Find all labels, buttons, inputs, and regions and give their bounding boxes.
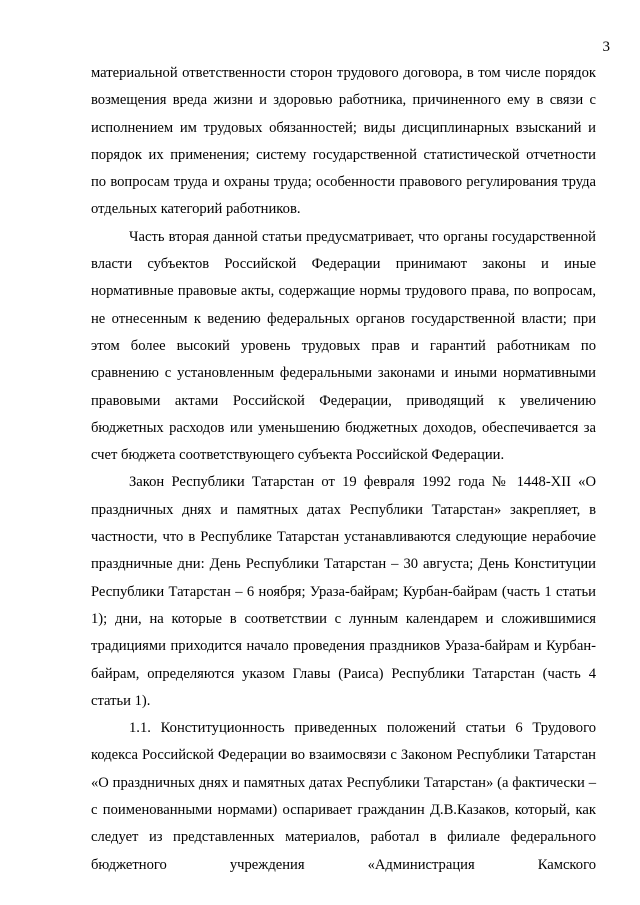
- page-number: 3: [602, 39, 610, 55]
- paragraph-continued: материальной ответственности сторон трудового договора, в том числе порядок возмещения вреда жизни и здоровью работника, причиненного ему в связи с исполнением им трудовых обязанностей; виды дисциплинарных взысканий и порядок их применения; систему государственной статистической отчетности по вопросам труда и охраны труда; особенности правового регулирования труда отдельных категорий работников.: [91, 65, 596, 218]
- paragraph-part-two: Часть вторая данной статьи предусматривает, что органы государственной власти субъектов Российской Федерации принимают законы и иные нормативные правовые акты, содержащие нормы трудового права, по вопросам, не отнесенным к ведению федеральных органов государственной власти; при этом более высокий уровень трудовых прав и гарантий работникам по сравнению с установленным федеральными законами и иными нормативными правовыми актами Российской Федерации, приводящий к увеличению бюджетных расходов или уменьшению бюджетных доходов, обеспечивается за счет бюджета соответствующего субъекта Российской Федерации.: [91, 228, 596, 464]
- paragraph-constitutionality: 1.1. Конституционность приведенных положений статьи 6 Трудового кодекса Российской Федерации во взаимосвязи с Законом Республики Татарстан «О праздничных днях и памятных датах Республики Татарстан» (а фактически – с поименованными нормами) оспаривает гражданин Д.В.Казаков, который, как следует из представленных материалов, работал в филиале федерального бюджетного учреждения «Администрация Камского: [91, 720, 596, 873]
- document-body: [91, 60, 596, 879]
- paragraph-tatarstan-law: Закон Республики Татарстан от 19 февраля 1992 года № 1448-XII «О праздничных днях и памятных датах Республики Татарстан» закрепляет, в частности, что в Республике Татарстан устанавливаются следующие нерабочие праздничные дни: День Республики Татарстан – 30 августа; День Конституции Республики Татарстан – 6 ноября; Ураза-байрам; Курбан-байрам (часть 1 статьи 1); дни, на которые в соответствии с лунным календарем и сложившимися традициями приходится начало проведения праздников Ураза-байрам и Курбан-байрам, определяются указом Главы (Раиса) Республики Татарстан (часть 4 статьи 1).: [91, 474, 596, 709]
